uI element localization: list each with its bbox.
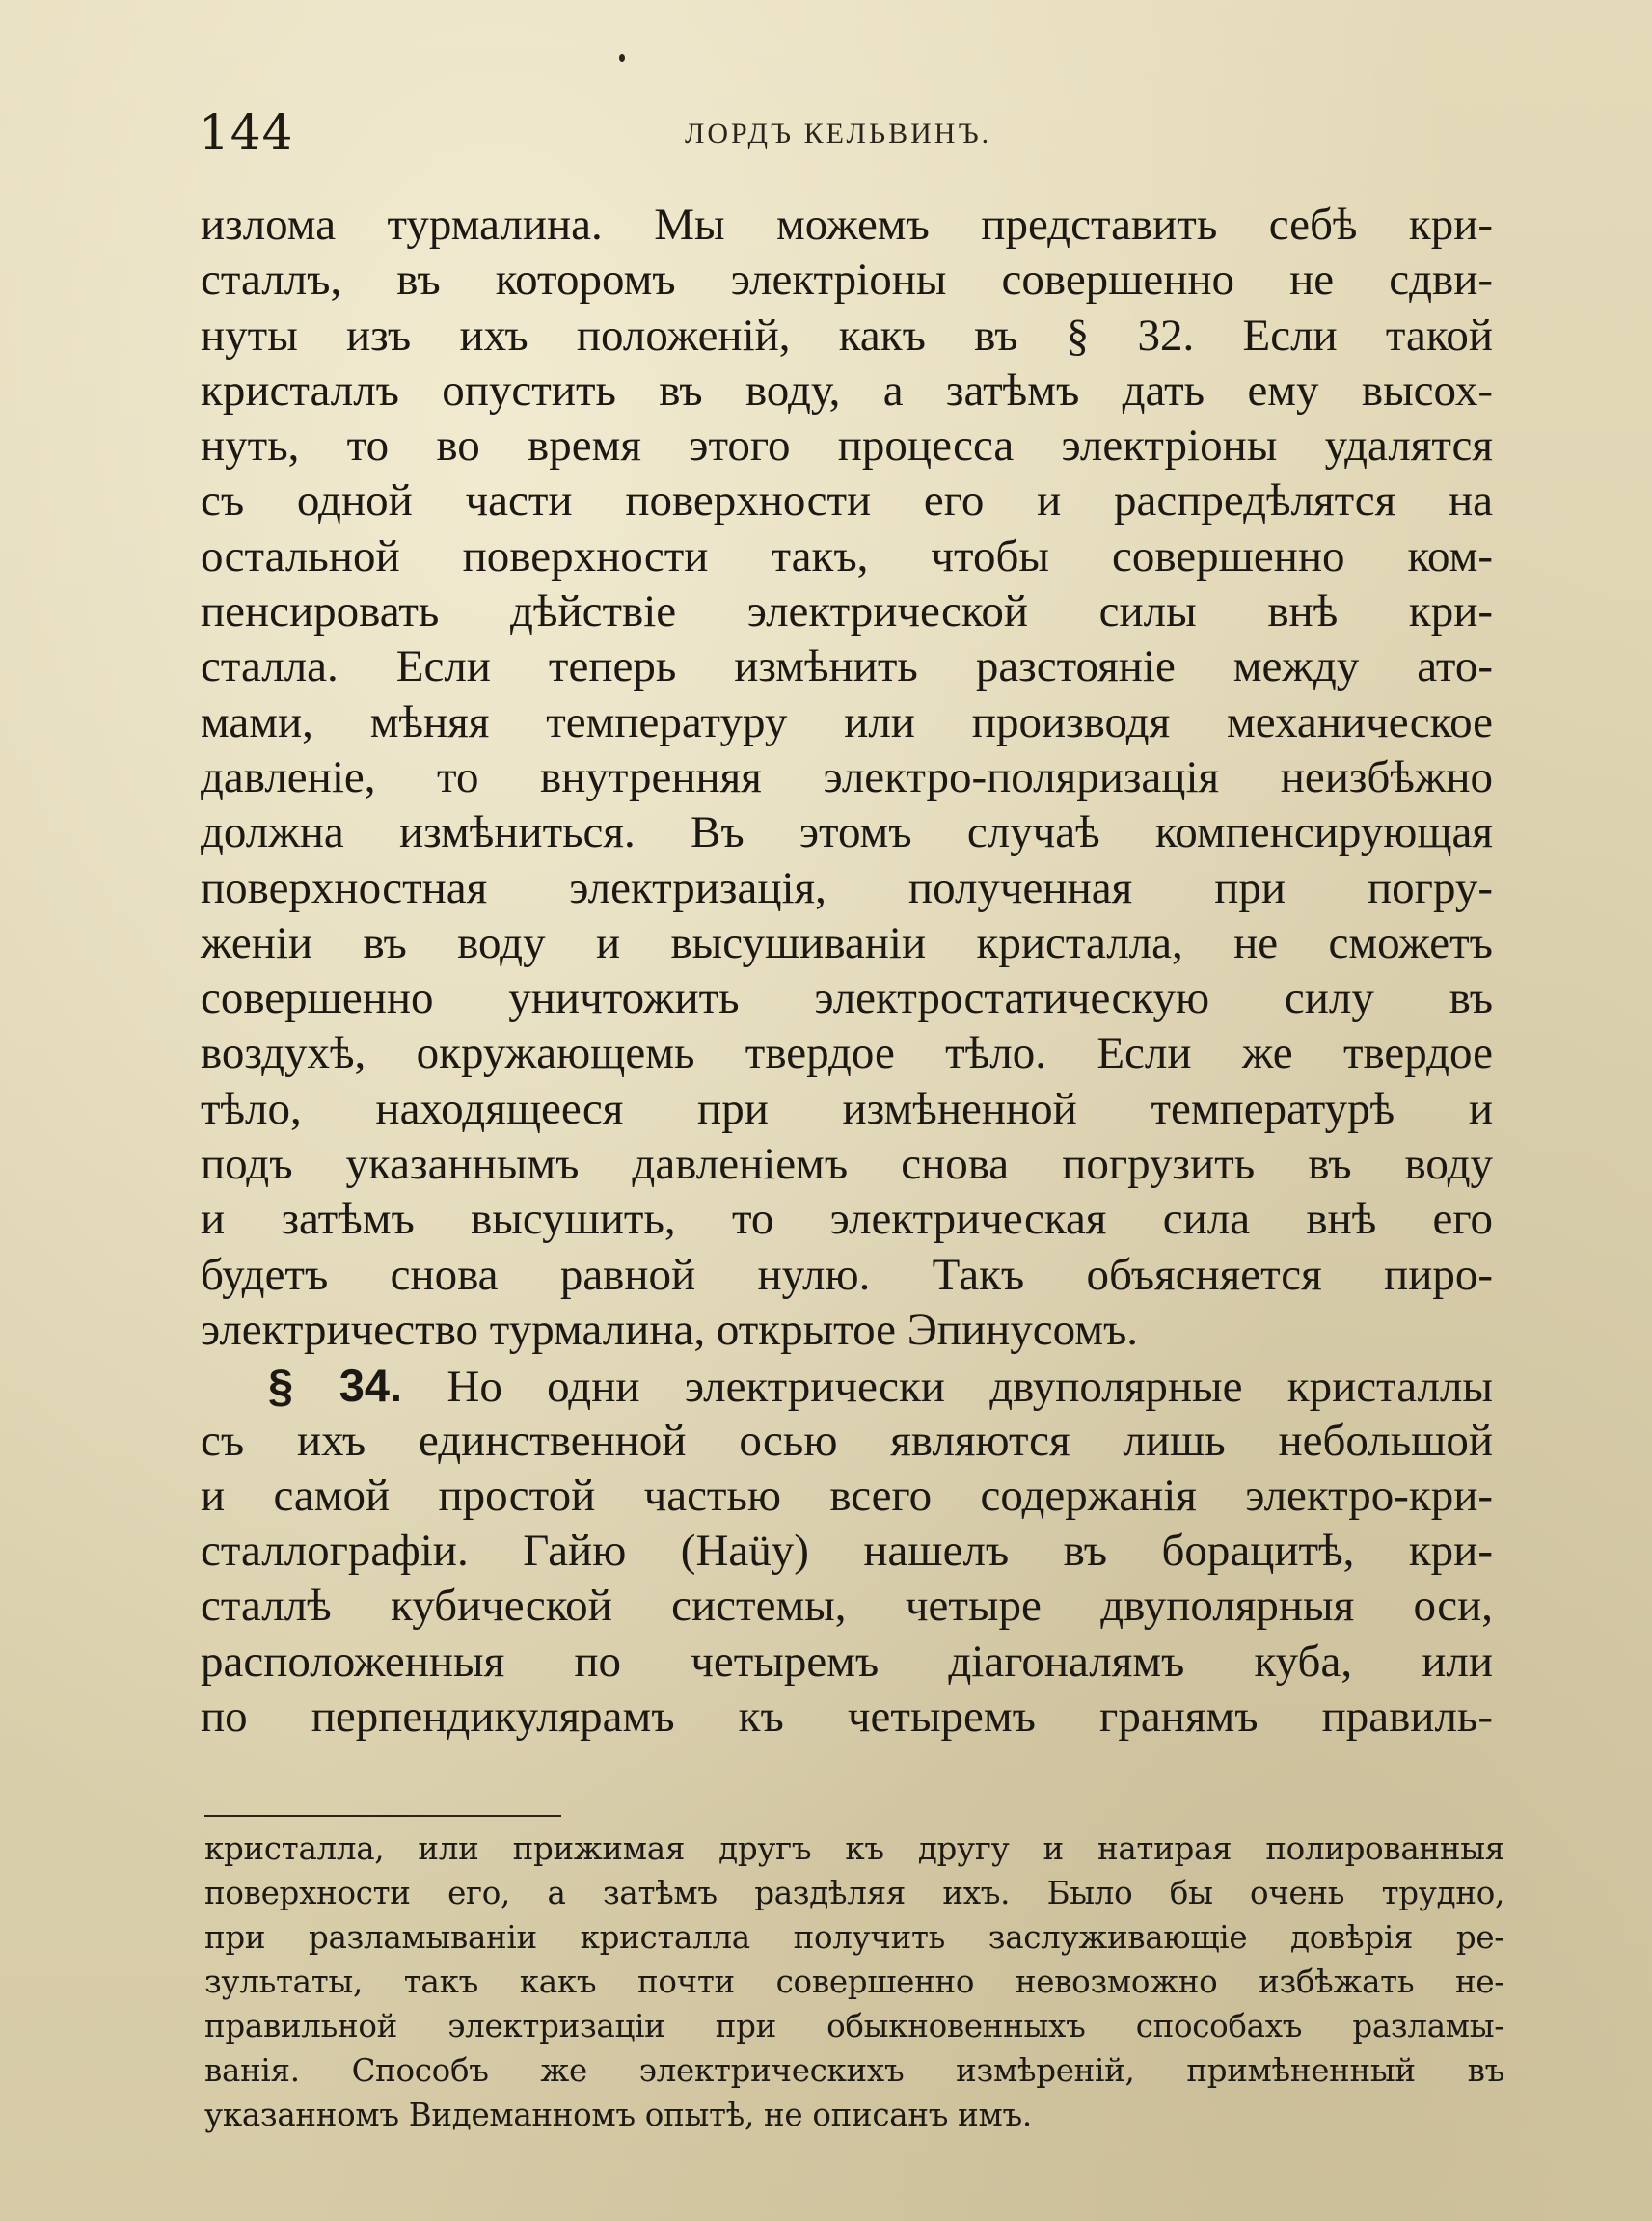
text-line: тѣло, находящееся при измѣненной температурѣ и (201, 1083, 1493, 1134)
footnote-line: зультаты, такъ какъ почти совершенно невозможно избѣжать не- (204, 1964, 1504, 2000)
text-line: совершенно уничтожить электростатическую силу въ (201, 973, 1493, 1024)
text-line: поверхностная электризація, полученная при погру- (201, 862, 1493, 913)
section-34-first-line (201, 1358, 1493, 1413)
text-line: женіи въ воду и высушиваніи кристалла, не сможетъ (201, 917, 1493, 968)
text-line: давленіе, то внутренняя электро-поляризація неизбѣжно (201, 751, 1493, 802)
footnote-line: кристалла, или прижимая другъ къ другу и натирая полированныя (204, 1830, 1504, 1867)
text-line: сталла. Если теперь измѣнить разстояніе между ато- (201, 641, 1493, 692)
footnote-line: при разламываніи кристалла получить заслуживающіе довѣрія ре- (204, 1919, 1504, 1956)
ink-speck (619, 54, 625, 62)
footnote-line: ванія. Способъ же электрическихъ измѣреній, примѣненный въ (204, 2052, 1504, 2089)
text-line: по перпендикулярамъ къ четыремъ гранямъ правиль- (201, 1692, 1493, 1743)
text-line: съ ихъ единственной осью являются лишь небольшой (201, 1415, 1493, 1466)
running-head: ЛОРДЪ КЕЛЬВИНЪ. (685, 118, 992, 149)
text-line: пенсировать дѣйствіе электрической силы внѣ кри- (201, 586, 1493, 637)
footnote-line: правильной электризаціи при обыкновенныхъ способахъ разламы- (204, 2008, 1504, 2045)
text-line: кристаллъ опустить въ воду, а затѣмъ дать ему высох- (201, 365, 1493, 416)
footnote-divider (204, 1815, 561, 1817)
text-line: излома турмалина. Мы можемъ представить себѣ кри- (201, 200, 1493, 250)
section-34-first-line-text: Но одни электрически двуполярные кристаллы (447, 1362, 1493, 1413)
text-line: остальной поверхности такъ, чтобы совершенно ком- (201, 530, 1493, 582)
text-line: будетъ снова равной нулю. Такъ объясняется пиро- (201, 1249, 1493, 1300)
main-text (201, 198, 1493, 1745)
text-line: мами, мѣняя температуру или производя механическое (201, 696, 1493, 747)
paragraph-last-line: электричество турмалина, открытое Эпинусомъ. (201, 1304, 1139, 1355)
text-line: нуть, то во время этого процесса электріоны удалятся (201, 420, 1493, 472)
text-line: и затѣмъ высушить, то электрическая сила внѣ его (201, 1194, 1493, 1245)
text-line: воздухѣ, окружающемь твердое тѣло. Если же твердое (201, 1028, 1493, 1079)
page-header (193, 104, 1485, 162)
page-number: 144 (199, 104, 294, 160)
footnote-line: поверхности его, а затѣмъ раздѣляя ихъ. Было бы очень трудно, (204, 1875, 1504, 1911)
text-line: сталлографіи. Гайю (Haüy) нашелъ въ борацитѣ, кри- (201, 1526, 1493, 1577)
text-line: и самой простой частью всего содержанія электро-кри- (201, 1470, 1493, 1521)
section-34-mark: § 34. (268, 1360, 403, 1412)
text-line: должна измѣниться. Въ этомъ случаѣ компенсирующая (201, 807, 1493, 858)
text-line: расположенныя по четыремъ діагоналямъ куба, или (201, 1636, 1493, 1687)
text-line: нуты изъ ихъ положеній, какъ въ § 32. Если такой (201, 310, 1493, 361)
text-line: подъ указаннымъ давленіемъ снова погрузить въ воду (201, 1139, 1493, 1190)
footnote (204, 1827, 1504, 2137)
footnote-line: указанномъ Видеманномъ опытѣ, не описанъ имъ. (204, 2097, 1032, 2133)
text-line: сталлъ, въ которомъ электріоны совершенно не сдви- (201, 255, 1493, 306)
text-line: съ одной части поверхности его и распредѣлятся на (201, 475, 1493, 527)
text-line: сталлѣ кубической системы, четыре двуполярныя оси, (201, 1581, 1493, 1632)
